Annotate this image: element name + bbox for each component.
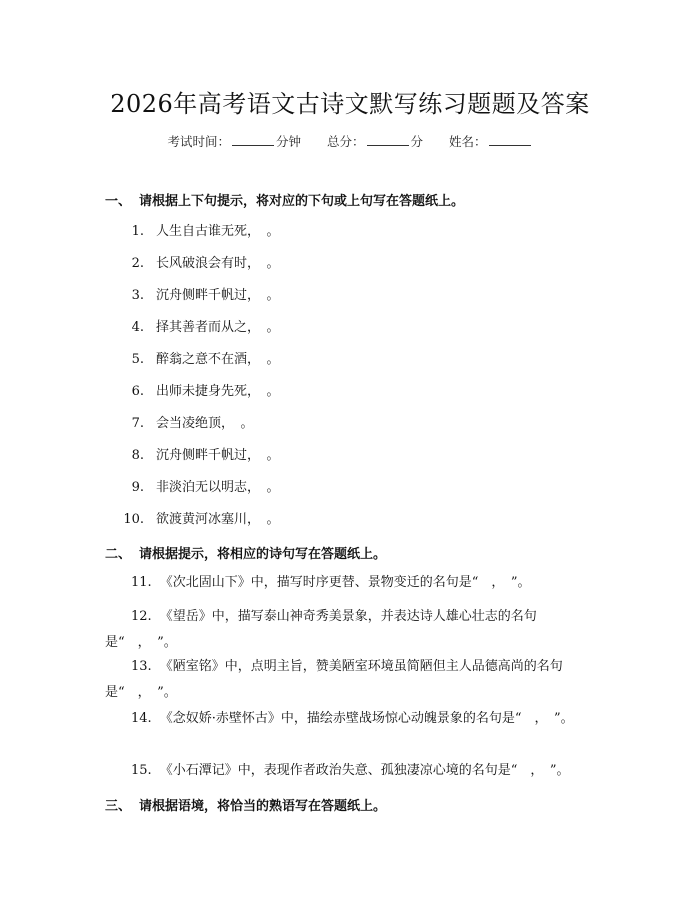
question-item (105, 706, 605, 732)
question-text: 会当凌绝顶， 。 (156, 416, 254, 431)
question-item (118, 219, 280, 245)
question-text: 《次北固山下》中，描写时序更替、景物变迁的名句是“ ， ”。 (159, 575, 531, 590)
question-text: 沉舟侧畔千帆过， 。 (156, 448, 280, 463)
question-text: 醉翁之意不在酒， 。 (156, 352, 280, 367)
question-number: 9. (131, 480, 144, 495)
name-label: 姓名： (449, 134, 487, 149)
question-number: 4. (131, 320, 144, 335)
question-number: 11. (131, 575, 152, 590)
question-text: 长风破浪会有时， 。 (156, 256, 280, 271)
question-item (105, 570, 605, 596)
question-item (118, 411, 254, 437)
exam-meta-line (0, 132, 700, 150)
question-text: 《望岳》中，描写泰山神奇秀美景象，并表达诗人雄心壮志的名句是“ ， ”。 (105, 609, 537, 650)
score-unit: 分 (410, 134, 424, 149)
score-blank (367, 133, 409, 146)
page-title: 2026年高考语文古诗文默写练习题题及答案 (110, 90, 590, 118)
question-text: 《念奴娇·赤壁怀古》中，描绘赤壁战场惊心动魄景象的名句是“ ， ”。 (159, 711, 574, 726)
question-text: 非淡泊无以明志， 。 (156, 480, 280, 495)
question-item (118, 507, 280, 533)
question-item (105, 604, 605, 656)
question-number: 12. (131, 609, 152, 624)
section-instruction: 请根据提示，将相应的诗句写在答题纸上。 (139, 547, 387, 562)
question-text: 出师未捷身先死， 。 (156, 384, 280, 399)
question-text: 沉舟侧畔千帆过， 。 (156, 288, 280, 303)
time-blank (232, 133, 274, 146)
time-unit: 分钟 (275, 134, 301, 149)
section-instruction: 请根据上下句提示，将对应的下句或上句写在答题纸上。 (139, 194, 465, 209)
question-item (118, 379, 280, 405)
name-blank (489, 133, 531, 146)
question-item (118, 475, 280, 501)
question-item (118, 347, 280, 373)
score-label: 总分： (326, 134, 365, 149)
question-text: 《小石潭记》中，表现作者政治失意、孤独凄凉心境的名句是“ ， ”。 (159, 763, 570, 778)
section-number: 三、 (105, 799, 132, 814)
time-label: 考试时间： (167, 134, 230, 149)
question-text: 人生自古谁无死， 。 (156, 224, 280, 239)
section-instruction: 请根据语境，将恰当的熟语写在答题纸上。 (139, 799, 387, 814)
question-item (118, 283, 280, 309)
question-text: 择其善者而从之， 。 (156, 320, 280, 335)
question-item (118, 315, 280, 341)
question-number: 5. (131, 352, 144, 367)
question-number: 3. (131, 288, 144, 303)
question-number: 15. (131, 763, 152, 778)
question-number: 14. (131, 711, 152, 726)
section-number: 一、 (105, 194, 132, 209)
question-number: 7. (131, 416, 144, 431)
question-number: 6. (131, 384, 144, 399)
section-heading-3 (105, 795, 386, 814)
question-number: 1. (131, 224, 144, 239)
question-number: 2. (131, 256, 144, 271)
question-number: 10. (123, 512, 144, 527)
section-number: 二、 (105, 547, 132, 562)
question-item (118, 251, 280, 277)
question-item (118, 443, 280, 469)
question-number: 8. (131, 448, 144, 463)
question-text: 《陋室铭》中，点明主旨，赞美陋室环境虽简陋但主人品德高尚的名句是“ ， ”。 (105, 659, 563, 700)
question-text: 欲渡黄河冰塞川， 。 (156, 512, 280, 527)
question-item (105, 654, 605, 706)
section-heading-2 (105, 543, 386, 562)
section-heading-1 (105, 190, 464, 209)
question-item (105, 758, 625, 784)
question-number: 13. (131, 659, 152, 674)
